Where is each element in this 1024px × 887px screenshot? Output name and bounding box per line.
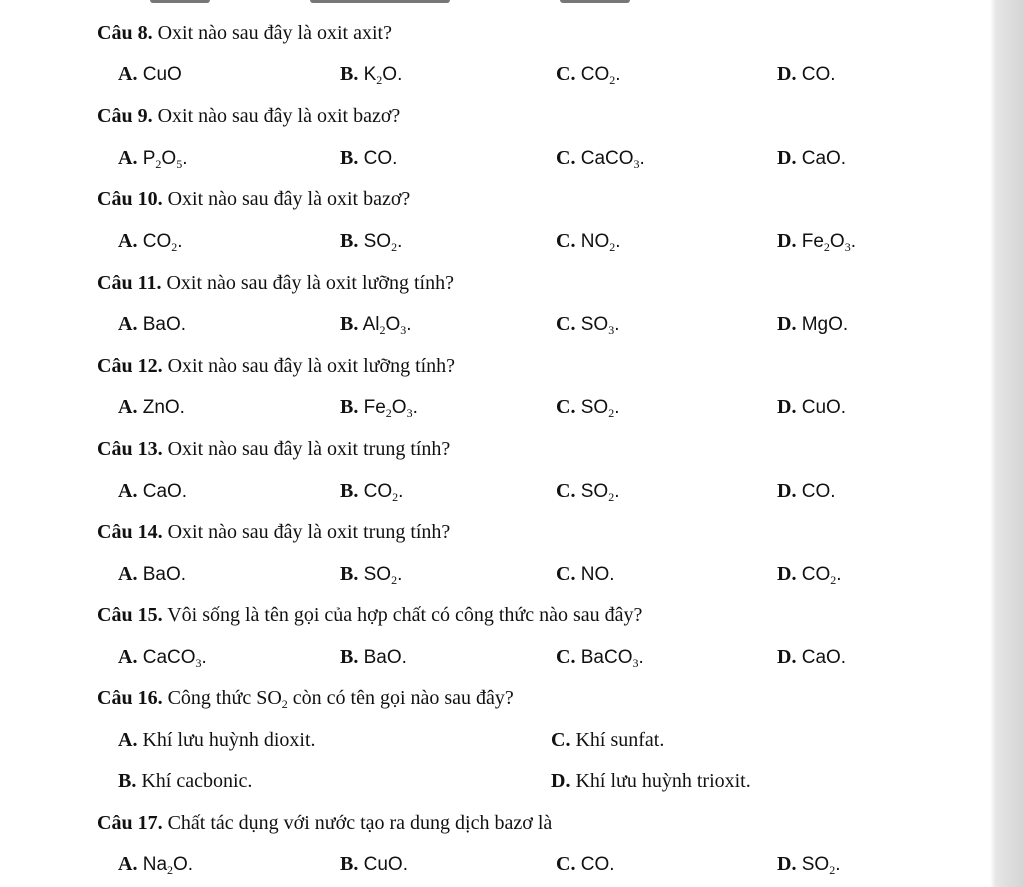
question-number: Câu 8. [97,22,153,44]
text-part: . [406,314,412,335]
question-16 [97,686,514,710]
text-part: O [391,397,407,418]
option-label: C. [556,853,576,875]
option-label: A. [118,230,138,252]
question-text: Oxit nào sau đây là oxit bazơ? [162,188,411,210]
text-part: Al [358,314,380,335]
option-10-d [777,229,856,254]
question-13 [97,437,450,461]
option-label: A. [118,646,138,668]
option-12-a [118,395,185,420]
option-17-b [340,852,408,877]
option-8-d [777,62,836,87]
text-part: CaO. [796,647,847,668]
text-part: BaO. [137,564,187,585]
subscript: 2 [379,323,386,337]
question-number: Câu 15. [97,604,163,626]
subscript: 2 [391,573,398,587]
option-14-b [340,562,402,587]
subscript: 2 [830,573,837,587]
option-15-d [777,645,846,670]
option-16-a [118,728,316,752]
option-label: C. [556,563,576,585]
subscript: 3 [633,157,640,171]
text-part: CaO. [796,148,847,169]
text-part: CaCO [137,647,196,668]
subscript: 2 [608,406,615,420]
question-text: Oxit nào sau đây là oxit lưỡng tính? [162,355,456,377]
option-label: C. [556,63,576,85]
option-16-b [118,769,252,793]
text-part: CO. [358,148,398,169]
question-number: Câu 16. [97,687,163,709]
text-part: Fe [358,397,386,418]
question-12 [97,354,455,378]
option-11-a [118,312,186,337]
text-part: SO [575,314,609,335]
question-10 [97,187,410,211]
option-label: C. [556,480,576,502]
text-part: ZnO. [137,397,185,418]
option-15-b [340,645,407,670]
text-part: . [201,647,207,668]
text-part: . [638,647,644,668]
text-part: CuO. [796,397,847,418]
text-part: . [398,481,404,502]
subscript: 3 [632,656,639,670]
text-part: CO. [575,854,615,875]
option-12-d [777,395,846,420]
option-label: A. [118,853,138,875]
question-9 [97,104,400,128]
option-label: D. [777,646,797,668]
option-label: C. [556,396,576,418]
option-label: D. [777,563,797,585]
text-part: CO [137,231,172,252]
subscript: 2 [155,157,162,171]
option-10-c [556,229,621,254]
question-text: Chất tác dụng với nước tạo ra dung dịch bazơ là [162,812,553,834]
subscript: 5 [176,157,183,171]
question-number: Câu 10. [97,188,163,210]
text-part: CuO. [358,854,408,875]
option-label: D. [777,230,797,252]
text-part: SO [575,397,609,418]
question-14 [97,520,450,544]
subscript: 3 [608,323,615,337]
option-label: A. [118,147,138,169]
option-label: A. [118,563,138,585]
subscript: 2 [609,240,616,254]
text-part: Khí sunfat. [570,729,665,751]
option-label: B. [340,396,359,418]
text-part: SO [358,564,392,585]
text-part: Khí cacbonic. [136,770,253,792]
text-part: . [836,564,842,585]
question-text: Oxit nào sau đây là oxit trung tính? [162,438,451,460]
subscript: 2 [385,406,392,420]
option-label: B. [340,313,359,335]
option-label: A. [118,63,138,85]
option-label: C. [556,230,576,252]
text-part: O [161,148,177,169]
text-part: CO [575,64,610,85]
text-part: MgO. [796,314,849,335]
text-part: . [614,481,620,502]
option-label: D. [551,770,571,792]
text-part: . [177,231,183,252]
text-part: P [137,148,156,169]
option-label: C. [551,729,571,751]
text-part: CO. [796,481,836,502]
option-label: C. [556,313,576,335]
subscript: 2 [823,240,830,254]
option-17-d [777,852,840,877]
text-part: . [412,397,418,418]
text-part: BaCO [575,647,633,668]
subscript: 2 [281,697,288,711]
option-13-a [118,479,187,504]
question-15 [97,603,642,627]
question-8 [97,21,392,45]
option-label: A. [118,313,138,335]
question-number: Câu 9. [97,105,153,127]
text-part: SO [796,854,830,875]
option-label: D. [777,853,797,875]
text-part: O [385,314,401,335]
option-9-a [118,146,187,171]
option-8-b [340,62,402,87]
text-part: SO [575,481,609,502]
option-label: B. [340,563,359,585]
question-17 [97,811,552,835]
text-part: CO [358,481,393,502]
text-part: BaO. [358,647,407,668]
option-13-c [556,479,619,504]
text-part: Khí lưu huỳnh dioxit. [137,729,316,751]
option-label: D. [777,63,797,85]
option-9-d [777,146,846,171]
text-part: . [835,854,841,875]
option-10-a [118,229,183,254]
text-part: NO. [575,564,615,585]
option-label: C. [556,147,576,169]
option-8-a [118,62,182,87]
option-11-c [556,312,619,337]
option-13-b [340,479,403,504]
subscript: 2 [609,73,616,87]
option-label: B. [340,646,359,668]
option-9-c [556,146,645,171]
option-11-d [777,312,848,337]
question-number: Câu 13. [97,438,163,460]
text-part: . [614,314,620,335]
option-label: D. [777,396,797,418]
text-part: NO [575,231,610,252]
option-label: A. [118,729,138,751]
subscript: 2 [391,240,398,254]
text-part: Fe [796,231,824,252]
question-text [163,687,514,709]
text-part: O. [173,854,194,875]
option-14-c [556,562,615,587]
subscript: 3 [195,656,202,670]
option-15-c [556,645,644,670]
text-part: còn có tên gọi nào sau đây? [287,687,514,709]
subscript: 2 [608,490,615,504]
question-number: Câu 14. [97,521,163,543]
question-number: Câu 11. [97,272,162,294]
text-part: CO [796,564,831,585]
option-16-d [551,769,751,793]
option-14-d [777,562,842,587]
subscript: 3 [844,240,851,254]
question-number: Câu 12. [97,355,163,377]
subscript: 2 [829,863,836,877]
text-part: Công thức SO [162,687,282,709]
question-number: Câu 17. [97,812,163,834]
text-part: . [615,64,621,85]
text-part: . [850,231,856,252]
question-text: Oxit nào sau đây là oxit trung tính? [162,521,451,543]
subscript: 2 [376,73,383,87]
option-label: C. [556,646,576,668]
text-part: . [615,231,621,252]
text-part: . [639,148,645,169]
subscript: 2 [392,490,399,504]
text-part: K [358,64,377,85]
text-part: . [182,148,188,169]
text-part: O [829,231,845,252]
option-10-b [340,229,402,254]
text-part: CuO [137,64,182,85]
option-label: D. [777,147,797,169]
option-15-a [118,645,207,670]
subscript: 3 [406,406,413,420]
text-part: SO [358,231,392,252]
option-label: D. [777,313,797,335]
option-label: D. [777,480,797,502]
text-part: . [397,564,403,585]
option-17-c [556,852,615,877]
text-part: . [397,231,403,252]
option-label: A. [118,480,138,502]
question-text: Oxit nào sau đây là oxit bazơ? [152,105,401,127]
option-9-b [340,146,397,171]
option-16-c [551,728,664,752]
text-part: CO. [796,64,836,85]
subscript: 3 [400,323,407,337]
option-8-c [556,62,621,87]
text-part: BaO. [137,314,187,335]
question-text: Oxit nào sau đây là oxit lưỡng tính? [161,272,454,294]
option-label: B. [118,770,137,792]
question-11 [97,271,454,295]
subscript: 2 [167,863,174,877]
option-13-d [777,479,836,504]
text-part: Khí lưu huỳnh trioxit. [570,770,751,792]
text-part: Na [137,854,168,875]
text-part: . [614,397,620,418]
option-17-a [118,852,193,877]
option-label: B. [340,147,359,169]
option-14-a [118,562,186,587]
option-label: B. [340,230,359,252]
question-text: Oxit nào sau đây là oxit axit? [152,22,392,44]
option-11-b [340,312,412,337]
text-part: CaO. [137,481,188,502]
text-part: CaCO [575,148,634,169]
question-text: Vôi sống là tên gọi của hợp chất có công thức nào sau đây? [162,604,643,626]
option-12-b [340,395,418,420]
subscript: 2 [171,240,178,254]
page-edge-shadow [990,0,1024,887]
option-label: B. [340,480,359,502]
option-label: A. [118,396,138,418]
text-part: O. [382,64,403,85]
option-label: B. [340,63,359,85]
option-12-c [556,395,619,420]
option-label: B. [340,853,359,875]
